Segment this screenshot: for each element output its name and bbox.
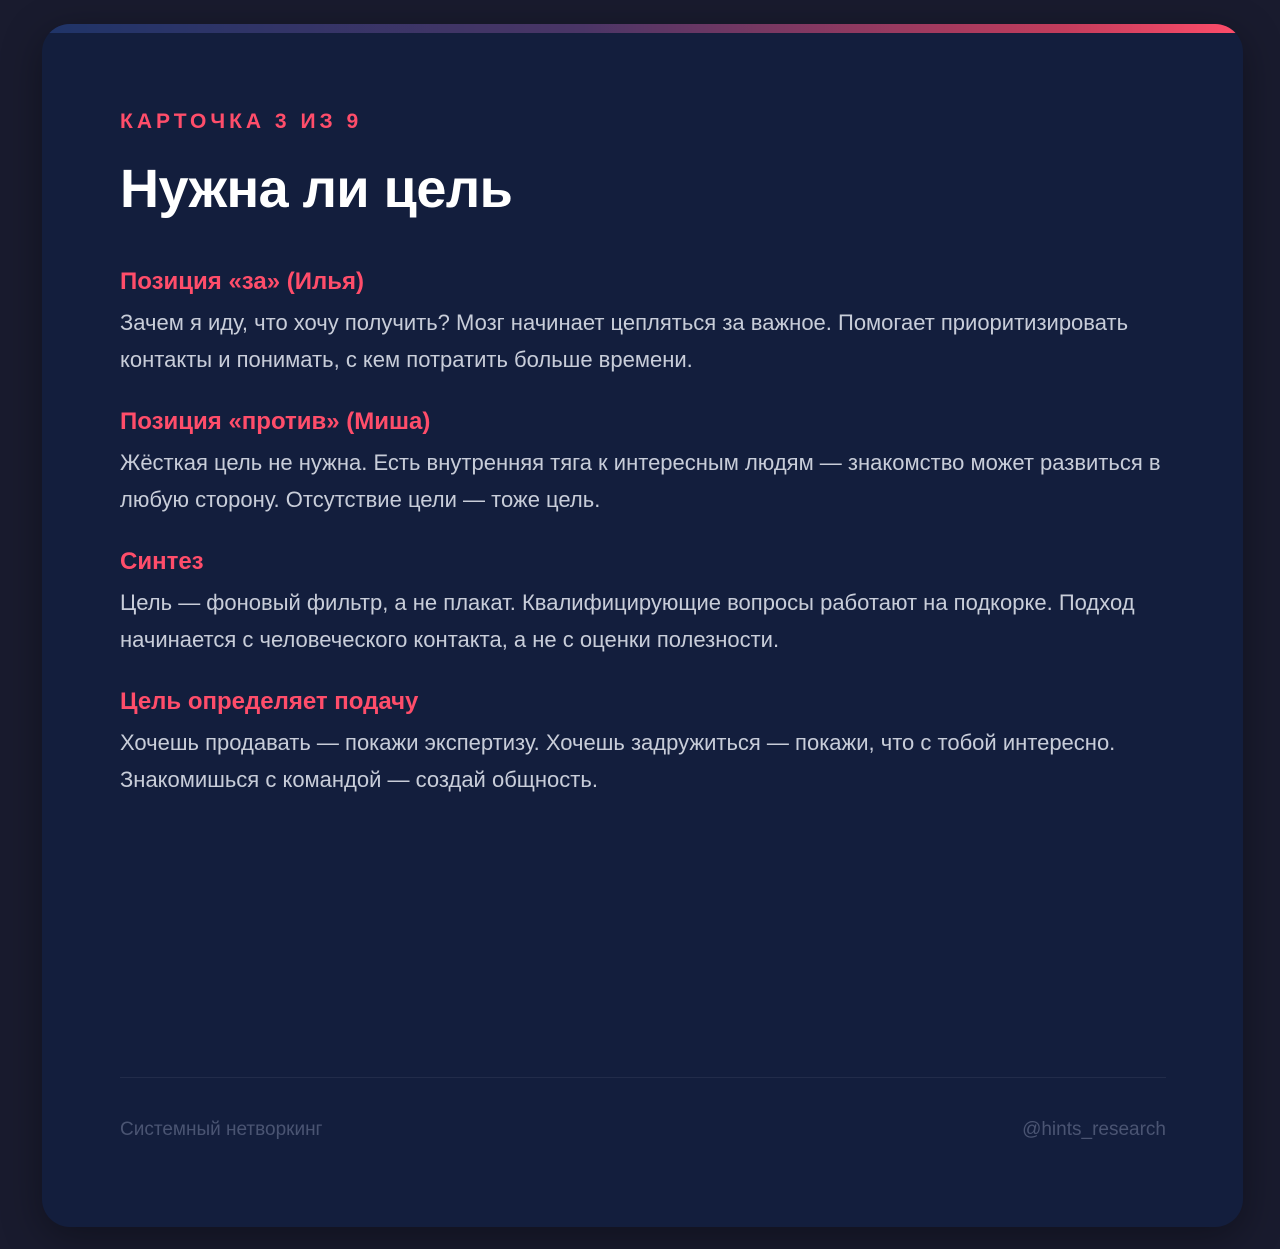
section-heading: Цель определяет подачу <box>120 688 419 715</box>
section-goal-delivery <box>120 686 1166 798</box>
section-heading: Позиция «против» (Миша) <box>120 408 431 435</box>
footer-handle: @hints_research <box>1022 1119 1166 1140</box>
section-text: Зачем я иду, что хочу получить? Мозг начинает цепляться за важное. Помогает приоритизировать контакты и понимать, с кем потратить больше времени. <box>120 310 1129 372</box>
footer-series-name: Системный нетворкинг <box>120 1119 323 1140</box>
section-text: Хочешь продавать — покажи экспертизу. Хочешь задружиться — покажи, что с тобой интересно. Знакомишься с командой — создай общность. <box>120 730 1116 792</box>
card-counter: КАРТОЧКА 3 ИЗ 9 <box>120 110 363 133</box>
section-text: Жёсткая цель не нужна. Есть внутренняя тяга к интересным людям — знакомство может развиться в любую сторону. Отсутствие цели — тоже цель. <box>120 450 1161 512</box>
footer-divider <box>120 1077 1166 1078</box>
card-content <box>120 108 1166 798</box>
section-heading: Позиция «за» (Илья) <box>120 268 365 295</box>
card-title: Нужна ли цель <box>120 159 513 219</box>
section-pro <box>120 266 1166 378</box>
card-accent-bar <box>42 24 1243 33</box>
section-text: Цель — фоновый фильтр, а не плакат. Квалифицирующие вопросы работают на подкорке. Подход начинается с человеческого контакта, а не с оценки полезности. <box>120 590 1135 652</box>
section-synthesis <box>120 546 1166 658</box>
section-heading: Синтез <box>120 548 204 575</box>
section-contra <box>120 406 1166 518</box>
card <box>42 24 1243 1227</box>
